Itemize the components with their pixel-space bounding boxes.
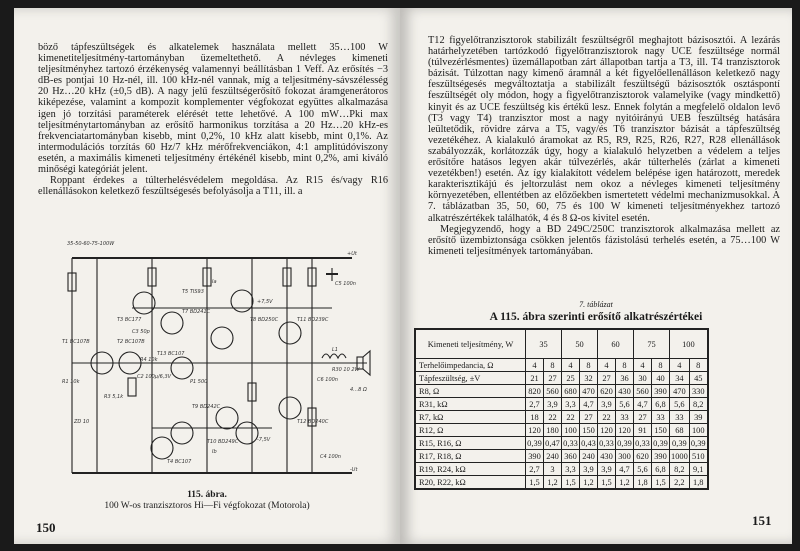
table-cell: 0,43 [581,438,596,448]
page-number: 151 [752,513,772,528]
table-cell: 0,39 [670,437,690,450]
table-cell: 4 [670,359,690,372]
table-cell: 8 [652,359,670,372]
schematic-label: L1 [332,347,338,353]
schematic-label: +Ut [347,251,357,257]
schematic-label: T13 BC107 [157,351,185,357]
table-cell: 8,2 [689,398,708,411]
table-cell: 3,9 [544,398,562,411]
header-power: 60 [598,329,634,359]
table-cell: 2,2 [670,476,690,490]
left-body-text [38,42,388,197]
table-cell: 27 [634,411,652,424]
row-label: Terhelőimpedancia, Ω [415,359,526,372]
table-cell: 8 [544,359,562,372]
table-cell: 360 [562,450,580,463]
row-label: R17, R18, Ω [415,450,526,463]
schematic-label: T8 BD250C [250,317,279,323]
schematic-label: T7 BD241C [182,309,211,315]
table-cell: 4 [562,359,580,372]
table-cell: 0,33 [635,438,650,448]
table-cell: 100 [562,424,580,437]
table-cell: 390 [652,450,670,463]
right-page [400,8,792,544]
table-cell: 3,9 [598,398,616,411]
table-cell: 430 [616,385,634,398]
table-row [415,372,708,385]
header-power: 75 [634,329,670,359]
table-cell: 470 [670,385,690,398]
table-row [415,398,708,411]
schematic-label: C2 100µ/6,3V [137,374,172,380]
table-cell: 5,6 [634,463,652,476]
table-cell: 1,5 [598,476,616,490]
table-cell: 6,8 [652,398,670,411]
page-number: 150 [36,520,56,535]
table-cell: 0,33 [599,438,614,448]
table-cell: 560 [544,385,562,398]
table-row [415,476,708,490]
table-cell: 8 [580,359,598,372]
table-cell: 39 [689,411,708,424]
table-cell: 1,5 [526,476,544,490]
schematic-label: 4…8 Ω [350,387,367,393]
table-cell: 8 [616,359,634,372]
schematic-label: ZD 10 [74,419,90,425]
table-cell: 430 [598,450,616,463]
table-cell: 1000 [671,451,688,461]
table-cell: 3,3 [562,463,580,476]
schematic-label: R3 5,1k [104,394,124,400]
table-cell: 34 [670,372,690,385]
table-cell: 4 [598,359,616,372]
schematic-label: T10 BD249C [207,439,239,445]
table-cell: 300 [616,450,634,463]
table-cell: 2,7 [526,398,544,411]
table-cell: 240 [580,450,598,463]
table-row [415,463,708,476]
table-cell: 150 [652,424,670,437]
table-cell: 120 [616,424,634,437]
table-cell: 2,7 [526,463,544,476]
right-body-text [428,35,780,257]
table-cell: 390 [652,385,670,398]
schematic-label: Ia [212,279,217,285]
table-cell: 620 [634,450,652,463]
table-cell: 3,3 [562,398,580,411]
schematic-label: C5 100n [335,281,356,287]
paragraph: böző tápfeszültségek és alkatelemek használata mellett 35…100 W kimenetiteljesítmény-tartományban üzemeltethető. A névleges kimeneti teljesítményhez tartozó érzékenység valamennyi beállításban 1 Veff. Az erősítés −3 dB-es pontjai 10 Hz-nél, ill. 100 kHz-nél vannak, míg a teljesítmény-sávszélesség 20 Hz…20 kHz (±0,5 dB). A nagy jelű feszültségerősítő fokozat áramgenerátoros kiképezése, valamint a kompozit komplementer végfokozat együttes alkalmazása igen jó torzítási paraméterek elérését tette lehetővé. A 100 mW…Pki max teljesítménytartományban az erősítő harmonikus torzítása a 20 Hz…20 kHz-es frekvenciatartományban kisebb, mint 0,2%, 10 kHz alatt kisebb, mint 0,1%. Az intermodulációs torzítás 60 Hz/7 kHz mérőfrekvenciákon, 4:1 amplitúdóviszony esetén, a maximális kimeneti teljesítmény értékénél kisebb, mint 0,2%, ami kiváló minőségi kategóriát jelent. [38,42,388,176]
schematic-label: P1 500 [190,379,208,385]
schematic-label: T11 BD239C [297,317,329,323]
table-header-row [415,329,708,359]
header-label: Kimeneti teljesítmény, W [415,329,526,359]
schematic-label: C6 100n [317,377,338,383]
row-label: R7, kΩ [415,411,526,424]
circuit-schematic [32,233,382,483]
table-cell: 0,39 [653,438,668,448]
table-cell: 36 [616,372,634,385]
table-cell: 120 [526,424,544,437]
table-cell: 1,5 [562,476,580,490]
table-row [415,411,708,424]
table-cell: 68 [670,424,690,437]
table-cell: 27 [598,372,616,385]
table-cell: 470 [580,385,598,398]
schematic-label: +7,5V [257,299,273,305]
table-cell: 27 [544,372,562,385]
table-cell: 8 [689,359,708,372]
table-cell: 4 [526,359,544,372]
table-cell: 22 [562,411,580,424]
table-cell: 22 [598,411,616,424]
schematic-label: T5 TIS93 [182,289,204,295]
row-label: R8, Ω [415,385,526,398]
figure-top-label: 35-50-60-75-100W [67,241,115,247]
table-cell: 1,2 [616,476,634,490]
schematic-label: T2 BC107B [117,339,145,345]
table-row [415,437,708,450]
table-cell: 240 [544,450,562,463]
table-cell: 4,7 [634,398,652,411]
table-cell: 5,6 [616,398,634,411]
table-title: A 115. ábra szerinti erősítő alkatrészértékei [489,311,703,323]
header-power: 35 [526,329,562,359]
table-cell: 1,5 [652,476,670,490]
schematic-label: R1 10k [62,379,80,385]
schematic-label: -7,5V [257,437,271,443]
figure-caption: 100 W-os tranzisztoros Hi—Fi végfokozat (Motorola) [104,501,310,511]
schematic-label: C4 100n [320,454,341,460]
table-cell: 4,7 [580,398,598,411]
table-cell: 33 [652,411,670,424]
table-label: 7. táblázat [579,300,613,309]
schematic-label: R30 10 2W [332,367,360,373]
row-label: R31, kΩ [415,398,526,411]
table-cell: 33 [670,411,690,424]
table-cell: 1,2 [580,476,598,490]
row-label: R12, Ω [415,424,526,437]
schematic-label: Ib [212,449,217,455]
table-cell: 1,2 [544,476,562,490]
paragraph: Roppant érdekes a túlterhelésvédelem megoldása. Az R15 és/vagy R16 ellenállásokon keletkező feszültségesés befolyásolja a T11, ill. a [38,175,388,198]
table-cell: 40 [652,372,670,385]
table-cell: 0,47 [545,438,560,448]
table-cell: 620 [598,385,616,398]
row-label: R20, R22, kΩ [415,476,526,490]
header-power: 50 [562,329,598,359]
table-cell: 8,2 [670,463,690,476]
table-cell: 18 [526,411,544,424]
table-cell: 330 [689,385,708,398]
table-cell: 25 [562,372,580,385]
table-cell: 3 [544,463,562,476]
figure-number: 115. ábra. [187,490,227,500]
component-values-table [414,328,709,490]
table-cell: 510 [689,450,708,463]
schematic-label: T9 BD242C [192,404,221,410]
table-cell: 100 [689,424,708,437]
table-cell: 6,8 [652,463,670,476]
table-cell: 0,39 [617,438,632,448]
table-row [415,424,708,437]
schematic-label: T12 BD240C [297,419,329,425]
left-page [14,8,400,544]
schematic-label: R4 10k [140,357,158,363]
table-cell: 91 [634,424,652,437]
schematic-label: C3 50p [132,329,150,335]
table-cell: 3,9 [580,463,598,476]
table-row [415,359,708,372]
table-cell: 180 [544,424,562,437]
row-label: R19, R24, kΩ [415,463,526,476]
schematic-label: T4 BC107 [167,459,192,465]
table-cell: 1,8 [634,476,652,490]
schematic-label: T3 BC177 [117,317,142,323]
table-cell: 0,39 [689,437,708,450]
paragraph: T12 figyelőtranzisztorok stabilizált feszültségről meghajtott bázisosztói. A lezárás határhelyzetében tartózkodó figyelőtranzisztorok nagy UCE feszültsége normál (túlvezérlésmentes) üzemállapotban zárt állapotban tartja a T3, ill. T4 tranzisztorok bázisát. Túlzottan nagy kimenő áramnál a két figyelőellenálláson keletkező nagy feszültségesés megváltoztatja a stabilizált feszültségű bázisosztók osztáspontí feszültségét oly módon, hogy a figyelőtranzisztorok valamelyike (vagy mindkettő) kinyit és az UCE feszültség kis értékű lesz. Ennek folytán a megfelelő oldalon levő (T3 vagy T4) tranzisztor most a nagy nyitóirányú UEB feszültség hatására leültetődik, rövidre zárva a T5, vagy/és T6 tranzisztor bázisát a tápfeszültség vezetékéhez. A kialakuló áramokat az R5, R9, R25, R26, R27, R28 ellenállások szabályozzák, korlátozzák úgy, hogy a kialakuló helyzetben a védelem a teljes erősítőre hatásos legyen akár túlvezérlés, akár túlterhelés (zárlat a kimeneti vezetékben!) esetén. Az így kialakított védelem belépése igen határozott, meredek karakterisztikájú és jeltorzulást nem okoz a névleges kimeneti teljesítmény környezetében, ellentétben az előzőekben ismertetett védelmi mechanizmusokkal. A 7. táblázatban 35, 50, 60, 75 és 100 W kimeneti teljesítményekhez tartozó alkatrészértékek találhatók, 4 és 8 Ω-os kivitel esetén. [428,35,780,224]
table-cell: 32 [580,372,598,385]
table-cell: 21 [526,372,544,385]
table-cell: 820 [526,385,544,398]
row-label: R15, R16, Ω [415,437,526,450]
table-row [415,385,708,398]
paragraph: Megjegyzendő, hogy a BD 249C/250C tranzisztorok alkalmazása mellett az erősítő üzembiztonsága csökken jelentős fázistolású terhelés esetén, a 75…100 W kimeneti teljesítmények tartományában. [428,223,780,257]
table-cell: 150 [580,424,598,437]
table-cell: 27 [580,411,598,424]
table-cell: 1,8 [689,476,708,490]
table-cell: 560 [634,385,652,398]
header-power: 100 [670,329,708,359]
table-cell: 680 [562,385,580,398]
table-cell: 45 [689,372,708,385]
table-cell: 33 [616,411,634,424]
table-cell: 9,1 [689,463,708,476]
table-cell: 120 [598,424,616,437]
schematic-label: T1 BC107B [62,339,90,345]
table-cell: 0,39 [527,438,542,448]
table-row [415,450,708,463]
table-cell: 5,6 [670,398,690,411]
table-cell: 0,33 [563,438,578,448]
schematic-label: -Ut [350,467,358,473]
table-cell: 4,7 [616,463,634,476]
row-label: Tápfeszültség, ±V [415,372,526,385]
table-cell: 30 [634,372,652,385]
table-cell: 3,9 [598,463,616,476]
table-cell: 4 [634,359,652,372]
table-cell: 22 [544,411,562,424]
table-cell: 390 [526,450,544,463]
